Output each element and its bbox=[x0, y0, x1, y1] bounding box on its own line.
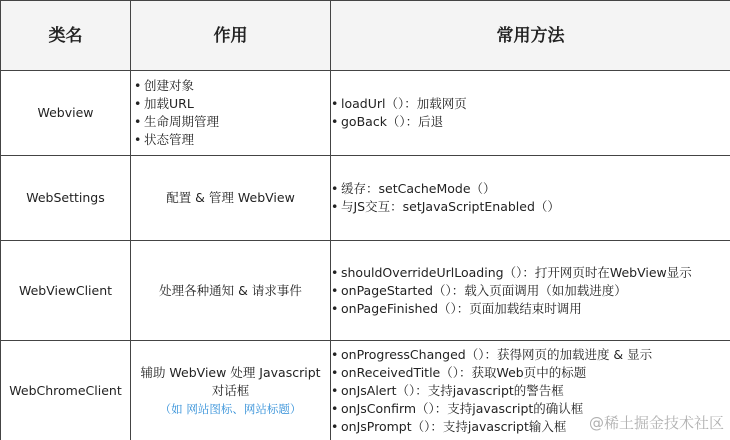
class-name-cell: WebViewClient bbox=[1, 241, 131, 341]
header-row bbox=[1, 1, 730, 71]
methods-list bbox=[331, 180, 730, 216]
watermark: @稀土掘金技术社区 bbox=[588, 414, 724, 432]
methods-list bbox=[331, 264, 730, 318]
header-purpose: 作用 bbox=[131, 1, 331, 71]
purpose-cell: 处理各种通知 & 请求事件 bbox=[131, 241, 331, 341]
method-item: • onJsAlert（）：支持javascript的警告框 bbox=[331, 382, 730, 400]
method-item: • loadUrl（）：加载网页 bbox=[331, 95, 730, 113]
method-item: • shouldOverrideUrlLoading（）：打开网页时在WebView显示 bbox=[331, 264, 730, 282]
purpose-list bbox=[134, 77, 330, 149]
methods-cell bbox=[331, 71, 730, 156]
purpose-cell bbox=[131, 71, 331, 156]
purpose-item: • 状态管理 bbox=[134, 131, 330, 149]
class-name-cell: Webview bbox=[1, 71, 131, 156]
class-name-cell: WebSettings bbox=[1, 156, 131, 241]
table-row-websettings bbox=[1, 156, 730, 241]
method-item: • onPageStarted（）：载入页面调用（如加载进度） bbox=[331, 282, 730, 300]
purpose-item: • 加载URL bbox=[134, 95, 330, 113]
purpose-item: • 生命周期管理 bbox=[134, 113, 330, 131]
table-row-webviewclient bbox=[1, 241, 730, 341]
method-item: • onJsPrompt（）：支持javascript输入框 bbox=[331, 418, 730, 436]
method-item: • onJsConfirm（）：支持javascript的确认框 bbox=[331, 400, 730, 418]
header-class-name: 类名 bbox=[1, 1, 131, 71]
purpose-line: 辅助 WebView 处理 Javascript bbox=[140, 365, 321, 380]
method-item: • onPageFinished（）：页面加载结束时调用 bbox=[331, 300, 730, 318]
class-name-cell: WebChromeClient bbox=[1, 341, 131, 440]
purpose-item: • 创建对象 bbox=[134, 77, 330, 95]
purpose-cell bbox=[131, 341, 331, 440]
purpose-note: （如 网站图标、网站标题） bbox=[159, 402, 302, 416]
header-methods: 常用方法 bbox=[331, 1, 730, 71]
table-row-webview bbox=[1, 71, 730, 156]
method-item: • goBack（）：后退 bbox=[331, 113, 730, 131]
methods-cell bbox=[331, 241, 730, 341]
method-item: • 缓存：setCacheMode（） bbox=[331, 180, 730, 198]
purpose-cell: 配置 & 管理 WebView bbox=[131, 156, 331, 241]
method-item: • onProgressChanged（）：获得网页的加载进度 & 显示 bbox=[331, 346, 730, 364]
method-item: • 与JS交互：setJavaScriptEnabled（） bbox=[331, 198, 730, 216]
method-item: • onReceivedTitle（）：获取Web页中的标题 bbox=[331, 364, 730, 382]
methods-cell bbox=[331, 156, 730, 241]
purpose-line: 对话框 bbox=[211, 383, 250, 398]
methods-list bbox=[331, 95, 730, 131]
